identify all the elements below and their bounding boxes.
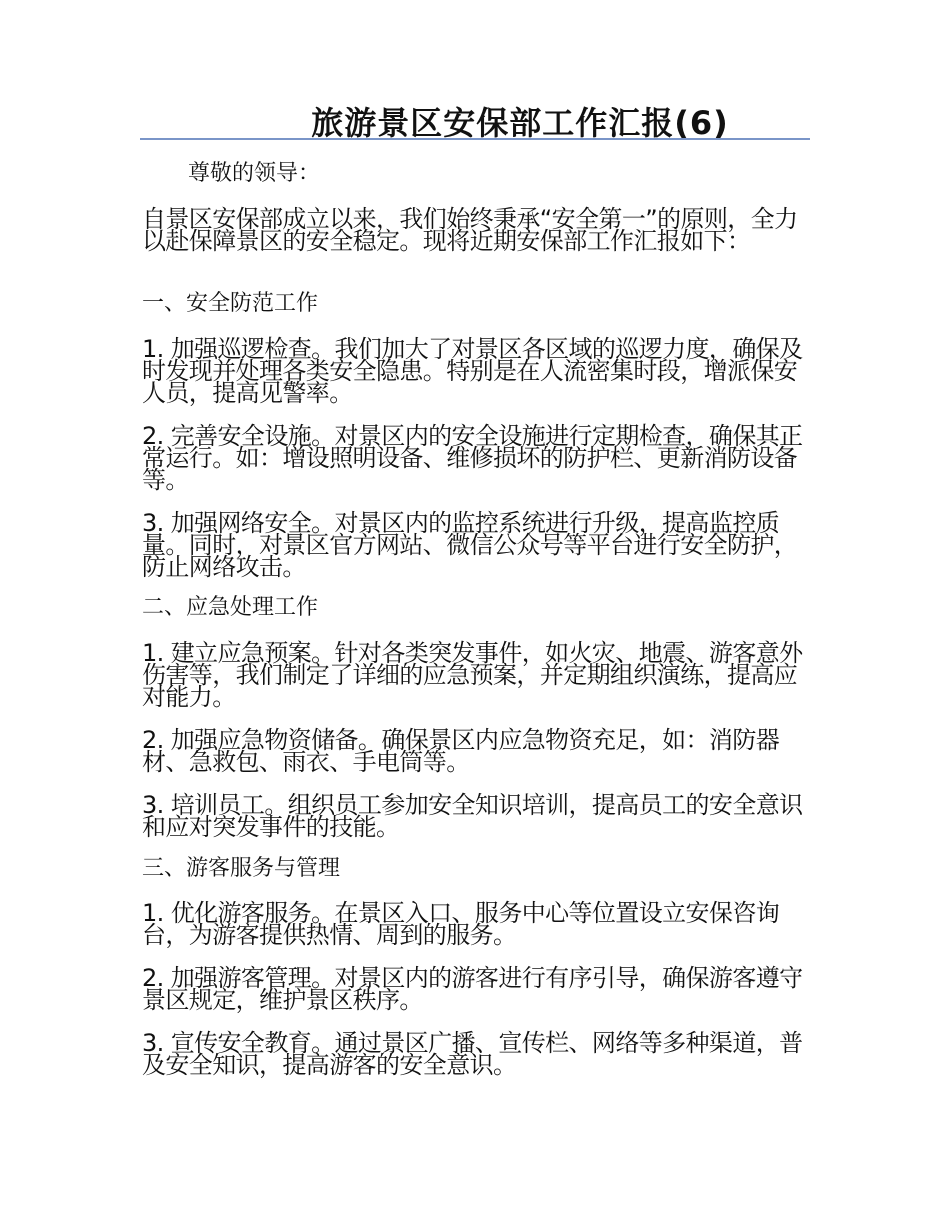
section-3-item-2: 2. 加强游客管理。对景区内的游客进行有序引导，确保游客遵守景区规定，维护景区秩序。: [142, 964, 803, 1014]
section-2-item-2: 2. 加强应急物资储备。确保景区内应急物资充足，如：消防器材、急救包、雨衣、手电筒等。: [142, 726, 780, 776]
section-1-item-3: 3. 加强网络安全。对景区内的监控系统进行升级，提高监控质量。同时，对景区官方网站、微信公众号等平台进行安全防护，防止网络攻击。: [142, 509, 798, 581]
section-3-item-3: 3. 宣传安全教育。通过景区广播、宣传栏、网络等多种渠道，普及安全知识，提高游客的安全意识。: [142, 1029, 803, 1079]
section-heading-security: 一、安全防范工作: [142, 291, 319, 316]
section-1-item-2: 2. 完善安全设施。对景区内的安全设施进行定期检查，确保其正常运行。如：增设照明设备、维修损坏的防护栏、更新消防设备等。: [142, 422, 803, 494]
section-heading-emergency: 二、应急处理工作: [142, 595, 319, 620]
salutation: 尊敬的领导：: [188, 161, 321, 186]
section-2-item-1: 1. 建立应急预案。针对各类突发事件，如火灾、地震、游客意外伤害等，我们制定了详细的应急预案，并定期组织演练，提高应对能力。: [142, 639, 803, 711]
intro-paragraph: 自景区安保部成立以来，我们始终秉承“安全第一”的原则，全力以赴保障景区的安全稳定。现将近期安保部工作汇报如下：: [142, 205, 798, 255]
title-underline: [140, 138, 810, 140]
section-1-item-1: 1. 加强巡逻检查。我们加大了对景区各区域的巡逻力度，确保及时发现并处理各类安全隐患。特别是在人流密集时段，增派保安人员，提高见警率。: [142, 335, 803, 407]
section-2-item-3: 3. 培训员工。组织员工参加安全知识培训，提高员工的安全意识和应对突发事件的技能。: [142, 791, 803, 841]
document-title: 旅游景区安保部工作汇报(6): [311, 104, 729, 142]
section-heading-visitor: 三、游客服务与管理: [142, 856, 341, 881]
section-3-item-1: 1. 优化游客服务。在景区入口、服务中心等位置设立安保咨询台，为游客提供热情、周到的服务。: [142, 899, 780, 949]
